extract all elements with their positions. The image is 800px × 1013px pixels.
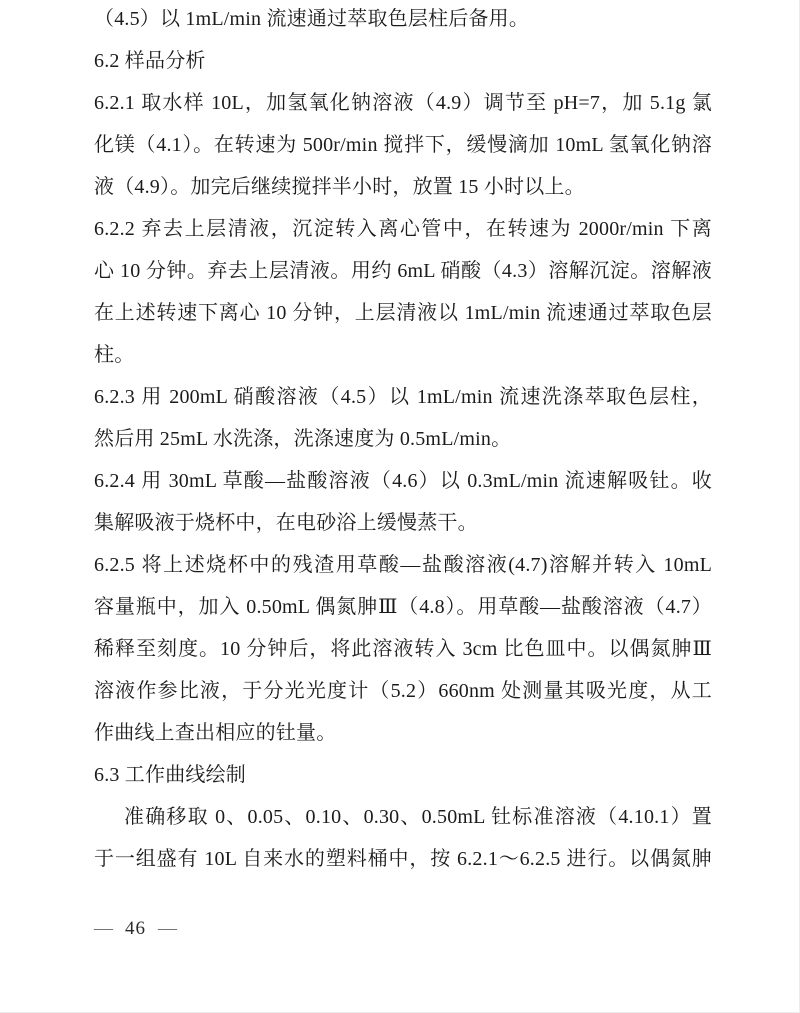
page-number: 46 <box>125 918 146 939</box>
text-line: 溶液作参比液，于分光光度计（5.2）660nm 处测量其吸光度，从工 <box>94 680 712 702</box>
text-line: 6.2.1 取水样 10L，加氢氧化钠溶液（4.9）调节至 pH=7，加 5.1g 氯 <box>94 92 712 114</box>
text-line: 心 10 分钟。弃去上层清液。用约 6mL 硝酸（4.3）溶解沉淀。溶解液 <box>94 260 712 282</box>
text-line: 作曲线上查出相应的钍量。 <box>94 722 337 744</box>
page-footer <box>94 912 177 946</box>
section-heading: 6.2 样品分析 <box>94 50 206 72</box>
text-line: 在上述转速下离心 10 分钟，上层清液以 1mL/min 流速通过萃取色层 <box>94 302 712 324</box>
footer-dash-right: — <box>158 918 177 939</box>
text-line: 容量瓶中，加入 0.50mL 偶氮胂Ⅲ（4.8）。用草酸—盐酸溶液（4.7） <box>94 596 712 618</box>
text-line: （4.5）以 1mL/min 流速通过萃取色层柱后备用。 <box>94 8 530 30</box>
text-line: 准确移取 0、0.05、0.10、0.30、0.50mL 钍标准溶液（4.10.1）置 <box>124 806 712 828</box>
text-line: 6.2.3 用 200mL 硝酸溶液（4.5）以 1mL/min 流速洗涤萃取色层柱， <box>94 386 712 408</box>
section-heading: 6.3 工作曲线绘制 <box>94 764 246 786</box>
text-line: 稀释至刻度。10 分钟后，将此溶液转入 3cm 比色皿中。以偶氮胂Ⅲ <box>94 638 712 660</box>
text-line: 集解吸液于烧杯中，在电砂浴上缓慢蒸干。 <box>94 512 478 534</box>
text-line: 液（4.9）。加完后继续搅拌半小时，放置 15 小时以上。 <box>94 176 585 198</box>
text-line: 然后用 25mL 水洗涤，洗涤速度为 0.5mL/min。 <box>94 428 512 450</box>
text-line: 6.2.5 将上述烧杯中的残渣用草酸—盐酸溶液(4.7)溶解并转入 10mL <box>94 554 712 576</box>
text-line: 6.2.2 弃去上层清液，沉淀转入离心管中，在转速为 2000r/min 下离 <box>94 218 712 240</box>
text-block <box>94 0 712 880</box>
text-line: 化镁（4.1）。在转速为 500r/min 搅拌下，缓慢滴加 10mL 氢氧化钠溶 <box>94 134 712 156</box>
footer-dash-left: — <box>94 918 113 939</box>
text-line: 柱。 <box>94 344 135 366</box>
text-line: 于一组盛有 10L 自来水的塑料桶中，按 6.2.1～6.2.5 进行。以偶氮胂 <box>94 848 712 870</box>
text-line: 6.2.4 用 30mL 草酸—盐酸溶液（4.6）以 0.3mL/min 流速解吸钍。收 <box>94 470 712 492</box>
